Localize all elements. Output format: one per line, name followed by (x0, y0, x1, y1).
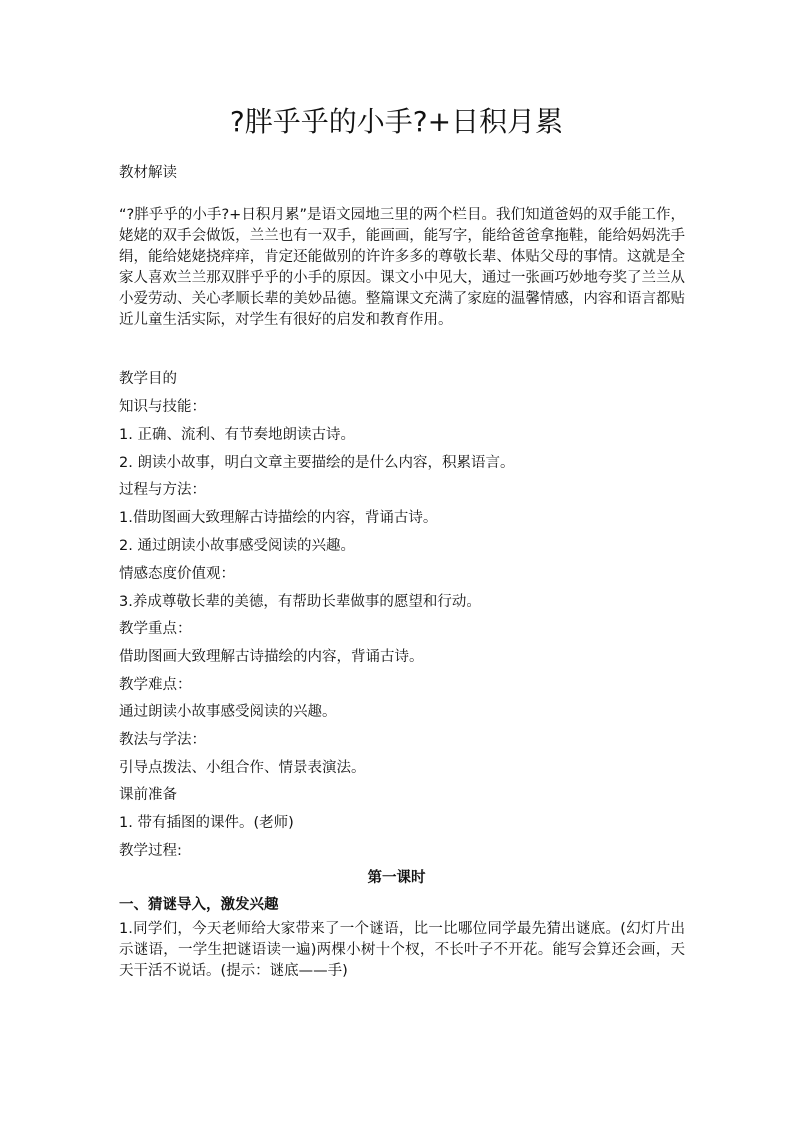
prep-item-1: 1. 带有插图的课件。(老师) (119, 815, 294, 831)
intro-paragraph: “?胖乎乎的小手?+日积月累”是语文园地三里的两个栏目。我们知道爸妈的双手能工作，姥姥的双手会做饭，兰兰也有一双手，能画画，能写字，能给爸爸拿拖鞋，能给妈妈洗手绢，能给姥姥挠痒痒，肯定还能做别的许许多多的尊敬长辈、体贴父母的事情。这就是全家人喜欢兰兰那双胖乎乎的小手的原因。课文小中见大，通过一张画巧妙地夸奖了兰兰从小爱劳动、关心孝顺长辈的美妙品德。整篇课文充满了家庭的温馨情感，内容和语言都贴近儿童生活实际，对学生有很好的启发和教育作用。 (119, 207, 685, 328)
lesson-heading: 第一课时 (367, 870, 426, 886)
methods-heading: 教法与学法： (119, 732, 206, 748)
knowledge-item-1: 1. 正确、流利、有节奏地朗读古诗。 (119, 427, 355, 443)
process-heading: 过程与方法： (119, 482, 206, 498)
key-heading: 教学重点： (119, 621, 192, 637)
methods-text: 引导点拨法、小组合作、情景表演法。 (119, 760, 366, 776)
prep-heading: 课前准备 (119, 787, 177, 803)
process-item-2: 2. 通过朗读小故事感受阅读的兴趣。 (119, 538, 355, 554)
emotion-heading: 情感态度价值观： (119, 566, 235, 582)
step-1-heading: 一、猜谜导入，激发兴趣 (119, 897, 279, 913)
step-1-text: 1.同学们，今天老师给大家带来了一个谜语，比一比哪位同学最先猜出谜底。(幻灯片出示谜语，一学生把谜语读一遍)两棵小树十个杈，不长叶子不开花。能写会算还会画，天天干活不说话。(提示：谜底——手) (119, 921, 685, 979)
difficulty-heading: 教学难点： (119, 677, 192, 693)
knowledge-item-2: 2. 朗读小故事，明白文章主要描绘的是什么内容，积累语言。 (119, 455, 515, 471)
document-title: ?胖乎乎的小手?+日积月累 (229, 105, 564, 138)
difficulty-text: 通过朗读小故事感受阅读的兴趣。 (119, 704, 337, 720)
key-text: 借助图画大致理解古诗描绘的内容，背诵古诗。 (119, 649, 424, 665)
emotion-item-1: 3.养成尊敬长辈的美德，有帮助长辈做事的愿望和行动。 (119, 594, 481, 610)
knowledge-heading: 知识与技能： (119, 399, 206, 415)
section-heading-textbook: 教材解读 (119, 165, 177, 181)
goals-heading: 教学目的 (119, 371, 177, 387)
process-item-1: 1.借助图画大致理解古诗描绘的内容，背诵古诗。 (119, 510, 438, 526)
process-main-heading: 教学过程: (119, 843, 182, 859)
